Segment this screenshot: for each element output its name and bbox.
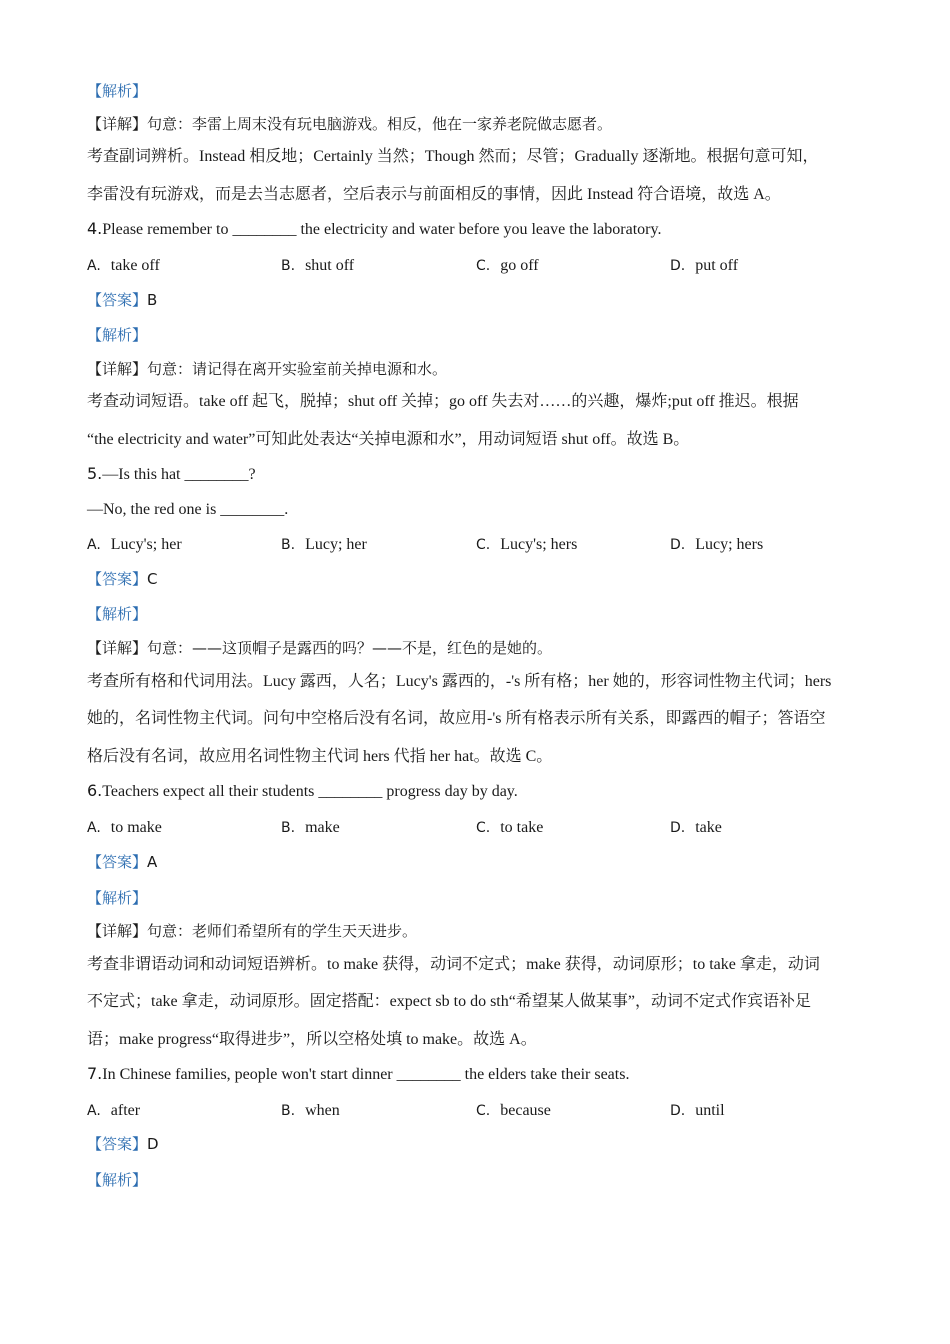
option-c bbox=[476, 256, 539, 276]
explanation-line bbox=[87, 185, 877, 205]
explanation-line bbox=[87, 1030, 877, 1050]
option-c bbox=[476, 818, 543, 838]
analysis-heading bbox=[87, 81, 877, 102]
option-letter: D. bbox=[670, 820, 686, 836]
question-number: 5. bbox=[87, 464, 103, 483]
answer-line bbox=[87, 852, 877, 873]
option-letter: C. bbox=[476, 820, 491, 836]
analysis-heading bbox=[87, 604, 877, 625]
option-text: when bbox=[305, 1102, 340, 1119]
analysis-heading bbox=[87, 1170, 877, 1191]
analysis-label: 【解析】 bbox=[87, 82, 148, 100]
option-text: to make bbox=[110, 819, 162, 836]
detail-label: 【详解】 bbox=[87, 360, 148, 378]
question-number: 6. bbox=[87, 781, 103, 800]
answer-line bbox=[87, 569, 877, 590]
explanation-line bbox=[87, 992, 877, 1012]
option-letter: B. bbox=[281, 820, 296, 836]
option-letter: A. bbox=[87, 820, 101, 836]
answer-label: 【答案】 bbox=[87, 853, 148, 871]
option-b bbox=[281, 1101, 340, 1121]
option-text: take bbox=[695, 819, 722, 836]
answer-value: C bbox=[147, 570, 158, 588]
option-letter: B. bbox=[281, 1103, 296, 1119]
option-text: make bbox=[305, 819, 340, 836]
explanation-text: 考查非谓语动词和动词短语辨析。to make 获得，动词不定式；make 获得，动词原形；to take 拿走，动词 bbox=[87, 956, 820, 973]
option-text: put off bbox=[695, 257, 739, 274]
explanation-text: 李雷没有玩游戏，而是去当志愿者，空后表示与前面相反的事情，因此 Instead 符合语境，故选 A。 bbox=[87, 186, 781, 203]
question-stem bbox=[87, 219, 877, 240]
option-letter: C. bbox=[476, 1103, 491, 1119]
detail-line bbox=[87, 114, 877, 135]
analysis-heading bbox=[87, 325, 877, 346]
question-stem bbox=[87, 1064, 877, 1085]
option-letter: A. bbox=[87, 537, 101, 553]
option-d bbox=[670, 256, 738, 276]
answer-label: 【答案】 bbox=[87, 570, 148, 588]
question-text: In Chinese families, people won't start dinner ________ the elders take their seats. bbox=[102, 1066, 630, 1083]
explanation-line bbox=[87, 672, 877, 692]
question-text: Teachers expect all their students ________ progress day by day. bbox=[102, 783, 518, 800]
explanation-line bbox=[87, 147, 877, 167]
option-b bbox=[281, 256, 354, 276]
option-a bbox=[87, 535, 182, 555]
question-number: 7. bbox=[87, 1064, 103, 1083]
analysis-label: 【解析】 bbox=[87, 889, 148, 907]
explanation-line bbox=[87, 709, 877, 729]
option-d bbox=[670, 818, 722, 838]
option-a bbox=[87, 818, 162, 838]
detail-text: 句意：李雷上周末没有玩电脑游戏。相反，他在一家养老院做志愿者。 bbox=[147, 115, 613, 133]
detail-line bbox=[87, 359, 877, 380]
explanation-text: 她的，名词性物主代词。问句中空格后没有名词，故应用-'s 所有格表示所有关系，即露西的帽子；答语空 bbox=[87, 710, 826, 727]
explanation-text: 考查动词短语。take off 起飞，脱掉；shut off 关掉；go off 失去对……的兴趣，爆炸;put off 推迟。根据 bbox=[87, 393, 799, 410]
explanation-line bbox=[87, 955, 877, 975]
answer-label: 【答案】 bbox=[87, 291, 148, 309]
detail-label: 【详解】 bbox=[87, 639, 148, 657]
detail-line bbox=[87, 638, 877, 659]
option-text: Lucy; hers bbox=[695, 536, 764, 553]
explanation-line bbox=[87, 747, 877, 767]
explanation-text: 语；make progress“取得进步”，所以空格处填 to make。故选 A。 bbox=[87, 1031, 537, 1048]
question-text: —No, the red one is ________. bbox=[87, 501, 289, 518]
question-text: —Is this hat ________? bbox=[102, 466, 256, 483]
question-stem bbox=[87, 464, 877, 485]
answer-label: 【答案】 bbox=[87, 1135, 148, 1153]
option-text: shut off bbox=[305, 257, 355, 274]
question-stem-2 bbox=[87, 500, 877, 520]
option-letter: C. bbox=[476, 258, 491, 274]
option-a bbox=[87, 1101, 140, 1121]
detail-text: 句意：老师们希望所有的学生天天进步。 bbox=[147, 922, 418, 940]
option-letter: A. bbox=[87, 258, 101, 274]
option-d bbox=[670, 535, 763, 555]
explanation-text: 考查所有格和代词用法。Lucy 露西，人名；Lucy's 露西的，-'s 所有格；her 她的，形容词性物主代词；hers bbox=[87, 673, 832, 690]
answer-value: A bbox=[147, 853, 158, 871]
answer-line bbox=[87, 1134, 877, 1155]
option-c bbox=[476, 535, 577, 555]
detail-label: 【详解】 bbox=[87, 922, 148, 940]
explanation-text: 不定式；take 拿走，动词原形。固定搭配：expect sb to do sth“希望某人做某事”，动词不定式作宾语补足 bbox=[87, 993, 811, 1010]
detail-label: 【详解】 bbox=[87, 115, 148, 133]
option-letter: D. bbox=[670, 1103, 686, 1119]
option-text: Lucy's; her bbox=[110, 536, 182, 553]
option-text: Lucy's; hers bbox=[500, 536, 578, 553]
explanation-line bbox=[87, 430, 877, 450]
option-letter: D. bbox=[670, 258, 686, 274]
analysis-label: 【解析】 bbox=[87, 326, 148, 344]
question-stem bbox=[87, 781, 877, 802]
option-text: to take bbox=[500, 819, 544, 836]
analysis-label: 【解析】 bbox=[87, 1171, 148, 1189]
option-b bbox=[281, 818, 340, 838]
explanation-text: 格后没有名词，故应用名词性物主代词 hers 代指 her hat。故选 C。 bbox=[87, 748, 553, 765]
detail-line bbox=[87, 921, 877, 942]
option-text: because bbox=[500, 1102, 551, 1119]
option-text: go off bbox=[500, 257, 539, 274]
option-text: until bbox=[695, 1102, 725, 1119]
analysis-heading bbox=[87, 888, 877, 909]
answer-value: B bbox=[147, 291, 158, 309]
option-text: Lucy; her bbox=[305, 536, 367, 553]
option-text: take off bbox=[110, 257, 160, 274]
explanation-line bbox=[87, 392, 877, 412]
option-letter: B. bbox=[281, 537, 296, 553]
question-number: 4. bbox=[87, 219, 103, 238]
option-text: after bbox=[110, 1102, 141, 1119]
option-b bbox=[281, 535, 367, 555]
option-c bbox=[476, 1101, 551, 1121]
option-letter: C. bbox=[476, 537, 491, 553]
detail-text: 句意：请记得在离开实验室前关掉电源和水。 bbox=[147, 360, 448, 378]
analysis-label: 【解析】 bbox=[87, 605, 148, 623]
option-d bbox=[670, 1101, 725, 1121]
detail-text: 句意：——这顶帽子是露西的吗？——不是，红色的是她的。 bbox=[147, 639, 553, 657]
option-a bbox=[87, 256, 160, 276]
question-text: Please remember to ________ the electricity and water before you leave the laboratory. bbox=[102, 221, 662, 238]
answer-value: D bbox=[147, 1135, 159, 1153]
option-letter: A. bbox=[87, 1103, 101, 1119]
answer-line bbox=[87, 290, 877, 311]
explanation-text: “the electricity and water”可知此处表达“关掉电源和水”，用动词短语 shut off。故选 B。 bbox=[87, 431, 690, 448]
option-letter: D. bbox=[670, 537, 686, 553]
explanation-text: 考查副词辨析。Instead 相反地；Certainly 当然；Though 然而；尽管；Gradually 逐渐地。根据句意可知， bbox=[87, 148, 819, 165]
option-letter: B. bbox=[281, 258, 296, 274]
